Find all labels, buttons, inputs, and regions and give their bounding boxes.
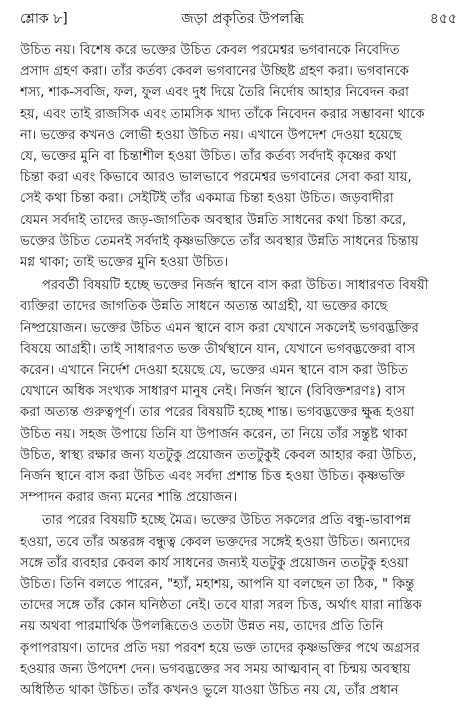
verse-reference: শ্লোক ৮] — [20, 11, 68, 27]
text-line: চিন্তা করা এবং কিভাবে আরও ভালভাবে পরমেশ্বর ভগবানের সেবা করা যায়, — [20, 170, 412, 186]
text-line: পরবর্তী বিষয়টি হচ্ছে ভক্তের নির্জন স্থানে বাস করা উচিত। সাধারণত বিষয়ী — [42, 278, 429, 294]
body-text — [20, 40, 465, 701]
text-line: যেখানে অধিক সংখ্যক সাধারণ মানুষ নেই। নির্জন স্থানে (বিবিক্তশরণঃ) বাস — [20, 384, 406, 400]
text-line: মগ্ন থাকা; তাই ভক্তের মুনি হওয়া উচিত। — [20, 255, 229, 271]
text-line: অধিষ্ঠিত থাকা উচিত। তাঁর কখনও ভুলে যাওয়া উচিত নয় যে, তাঁর প্রধান — [20, 683, 399, 699]
text-line: প্রসাদ গ্রহণ করা। তাঁর কর্তব্য কেবল ভগবানের উচ্ছিষ্ট গ্রহণ করা। ভগবানকে — [20, 64, 409, 80]
text-line: যে, ভক্তের মুনি বা চিন্তাশীল হওয়া উচিত। তাঁর কর্তব্য সর্বদাই কৃষ্ণের কথা — [20, 149, 397, 165]
text-line: করেন। এখানে নির্দেশ দেওয়া হয়েছে যে, ভক্তের এমন স্থানে বাস করা উচিত — [20, 363, 408, 379]
text-line: তার পরের বিষয়টি হচ্ছে মৈত্র। ভক্তের উচিত সকলের প্রতি বন্ধু-ভাবাপন্ন — [42, 513, 411, 529]
paragraph — [20, 510, 465, 701]
text-line: না। ভক্তের কখনও লোভী হওয়া উচিত নয়। এখানে উপদেশ দেওয়া হয়েছে — [20, 127, 402, 143]
paragraph — [20, 275, 465, 508]
text-line: উচিত নয়। সহজ উপায়ে তিনি যা উপার্জন করেন, তা নিয়ে তাঁর সন্তুষ্ট থাকা — [20, 426, 408, 442]
page-number: ৪৫৫ — [429, 11, 457, 27]
text-line: উচিত। তিনি বলতে পারেন, "হ্যাঁ, মহাশয়, আপনি যা বলছেন তা ঠিক, " কিন্তু — [20, 577, 415, 593]
text-line: হওয়ার জন্য উপদেশ দেন। ভগবদ্ভক্তের সব সময় আত্মবান্ বা চিন্ময় অবস্থায় — [20, 661, 411, 677]
text-line: নিষ্প্রয়োজন। ভক্তের উচিত এমন স্থানে বাস করা যেখানে সকলেই ভগবদ্ভক্তির — [20, 320, 419, 336]
text-line: নির্জন স্থানে বাস করা উচিত এবং সর্বদা প্রশান্ত চিত্ত হওয়া উচিত। কৃষ্ণভক্তি — [20, 469, 405, 485]
page-header — [20, 0, 465, 38]
text-line: উচিত নয়। বিশেষ করে ভক্তের উচিত কেবল পরমেশ্বর ভগবানকে নিবেদিত — [20, 43, 400, 58]
text-line: ব্যক্তিরা তাদের জাগতিক উন্নতি সাধনে অত্যন্ত আগ্রহী, যা ভক্তের কাছে — [20, 299, 388, 315]
text-line: হয়, এবং তাই রাজসিক এবং তামসিক খাদ্য তাঁকে নিবেদন করার সম্ভাবনা থাকে — [20, 106, 425, 122]
text-line: ভক্তের উচিত তেমনই সর্বদাই কৃষ্ণভক্তিতে তাঁর অবস্থার উন্নতি সাধনের চিন্তায় — [20, 233, 419, 249]
chapter-title: জড়া প্রকৃতির উপলব্ধি — [181, 11, 304, 27]
paragraph — [20, 40, 465, 273]
text-line: সম্পাদন করার জন্য মনের শান্তি প্রয়োজন। — [20, 490, 238, 506]
text-line: বিষয়ে আগ্রহী। তাই সাধারণত ভক্ত তীর্থস্থানে যান, যেখানে ভগবদ্ভক্তেরা বাস — [20, 341, 416, 357]
text-line: যেমন সর্বদাই তাদের জড়-জাগতিক অবস্থার উন্নতি সাধনের কথা চিন্তা করে, — [20, 212, 407, 228]
text-line: নয় অথবা পারমার্থিক উপলব্ধিতেও ততটা উন্নত নয়, তাদের প্রতি তিনি — [20, 619, 384, 635]
text-line: হওয়া, তবে তাঁর অন্তরঙ্গ বন্ধুত্ব কেবল ভক্তদের সঙ্গেই হওয়া উচিত। অন্যদের — [20, 534, 411, 550]
text-line: করা অত্যন্ত গুরুত্বপূর্ণ। তার পরের বিষয়টি হচ্ছে শান্ত। ভগবদ্ভক্তের ক্ষুব্ধ হওয়া — [20, 405, 415, 421]
text-line: সেই কথা চিন্তা করা। সেইটিই তাঁর একমাত্র চিন্তা হওয়া উচিত। জড়বাদীরা — [20, 191, 394, 207]
text-line: তাদের সঙ্গে তাঁর কোন ঘনিষ্ঠতা নেই। তবে যারা সরল চিত্ত, অর্থাৎ যারা নাস্তিক — [20, 598, 422, 614]
text-line: সঙ্গে তাঁর ব্যবহার কেবল কার্য সাধনের জন্যই যতটুকু প্রয়োজন ততটুকু হওয়া — [20, 555, 409, 571]
text-line: উচিত, স্বাস্থ্য রক্ষার জন্য যতটুকু প্রয়োজন ততটুকুই কেবল আহার করা উচিত, — [20, 447, 417, 463]
text-line: শস্য, শাক-সবজি, ফল, ফুল এবং দুধ দিয়ে তৈরি নির্দোষ আহার নিবেদন করা — [20, 85, 409, 101]
text-line: কৃপাপরায়ণ। তাদের প্রতি দয়া পরবশ হয়ে ভক্ত তাদের কৃষ্ণভক্তির পথে অগ্রসর — [20, 640, 420, 656]
